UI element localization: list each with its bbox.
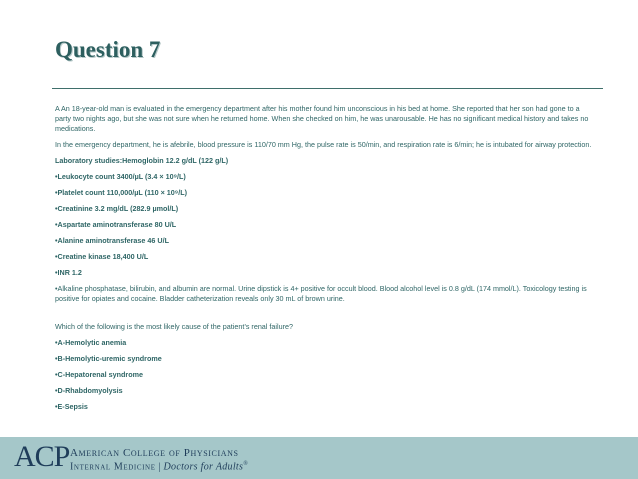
org-tagline	[70, 461, 248, 472]
lab-header: Laboratory studies:Hemoglobin 12.2 g/dL (122 g/L)	[55, 156, 229, 165]
lab-item: •Creatine kinase 18,400 U/L	[55, 252, 149, 261]
answer-option-e[interactable]: •E-Sepsis	[55, 402, 88, 411]
question-body	[55, 104, 595, 418]
answer-option-c[interactable]: •C-Hepatorenal syndrome	[55, 370, 143, 379]
title-divider	[52, 88, 603, 89]
footer-bar	[0, 437, 638, 479]
case-paragraph-2: In the emergency department, he is afebrile, blood pressure is 110/70 mm Hg, the pulse rate is 50/min, and respiration rate is 6/min; he is intubated for airway protection.	[55, 140, 592, 149]
lab-item: •Alanine aminotransferase 46 U/L	[55, 236, 169, 245]
acp-logo-mark: ACP	[14, 440, 70, 473]
spacer	[55, 310, 595, 322]
lab-item: •Leukocyte count 3400/µL (3.4 × 10⁹/L)	[55, 172, 186, 181]
case-paragraph-3-text: Alkaline phosphatase, bilirubin, and albumin are normal. Urine dipstick is 4+ positive for occult blood. Blood alcohol level is 0.8 g/dL (174 mmol/L). Toxicology testing is positive for opiates and cocaine. Bladder catheterization reveals only 30 mL of brown urine.	[55, 284, 587, 303]
question-stem: Which of the following is the most likely cause of the patient’s renal failure?	[55, 322, 293, 331]
answer-option-b[interactable]: •B-Hemolytic-uremic syndrome	[55, 354, 162, 363]
lab-item: •INR 1.2	[55, 268, 82, 277]
slide-title: Question 7	[55, 37, 161, 62]
org-name: American College of Physicians	[70, 447, 239, 459]
answer-option-d[interactable]: •D-Rhabdomyolysis	[55, 386, 123, 395]
lab-item: •Creatinine 3.2 mg/dL (282.9 µmol/L)	[55, 204, 179, 213]
tagline-separator: |	[158, 461, 161, 473]
case-paragraph-3	[55, 284, 595, 304]
case-paragraph-1: A An 18-year-old man is evaluated in the emergency department after his mother found him unconscious in his bed at home. She reported that her son had gone to a party two nights ago, but she was not sure when he returned home. When she checked on him, he was unarousable. He has no significant medical history and takes no medications.	[55, 104, 589, 133]
answer-option-a[interactable]: •A-Hemolytic anemia	[55, 338, 127, 347]
lab-item: •Platelet count 110,000/µL (110 × 10⁹/L)	[55, 188, 187, 197]
tagline-internal-medicine: Internal Medicine	[70, 461, 156, 473]
bullet: •	[55, 284, 58, 293]
lab-item: •Aspartate aminotransferase 80 U/L	[55, 220, 177, 229]
tagline-doctors-for-adults: Doctors for Adults	[163, 461, 244, 473]
trademark: ®	[243, 461, 249, 467]
